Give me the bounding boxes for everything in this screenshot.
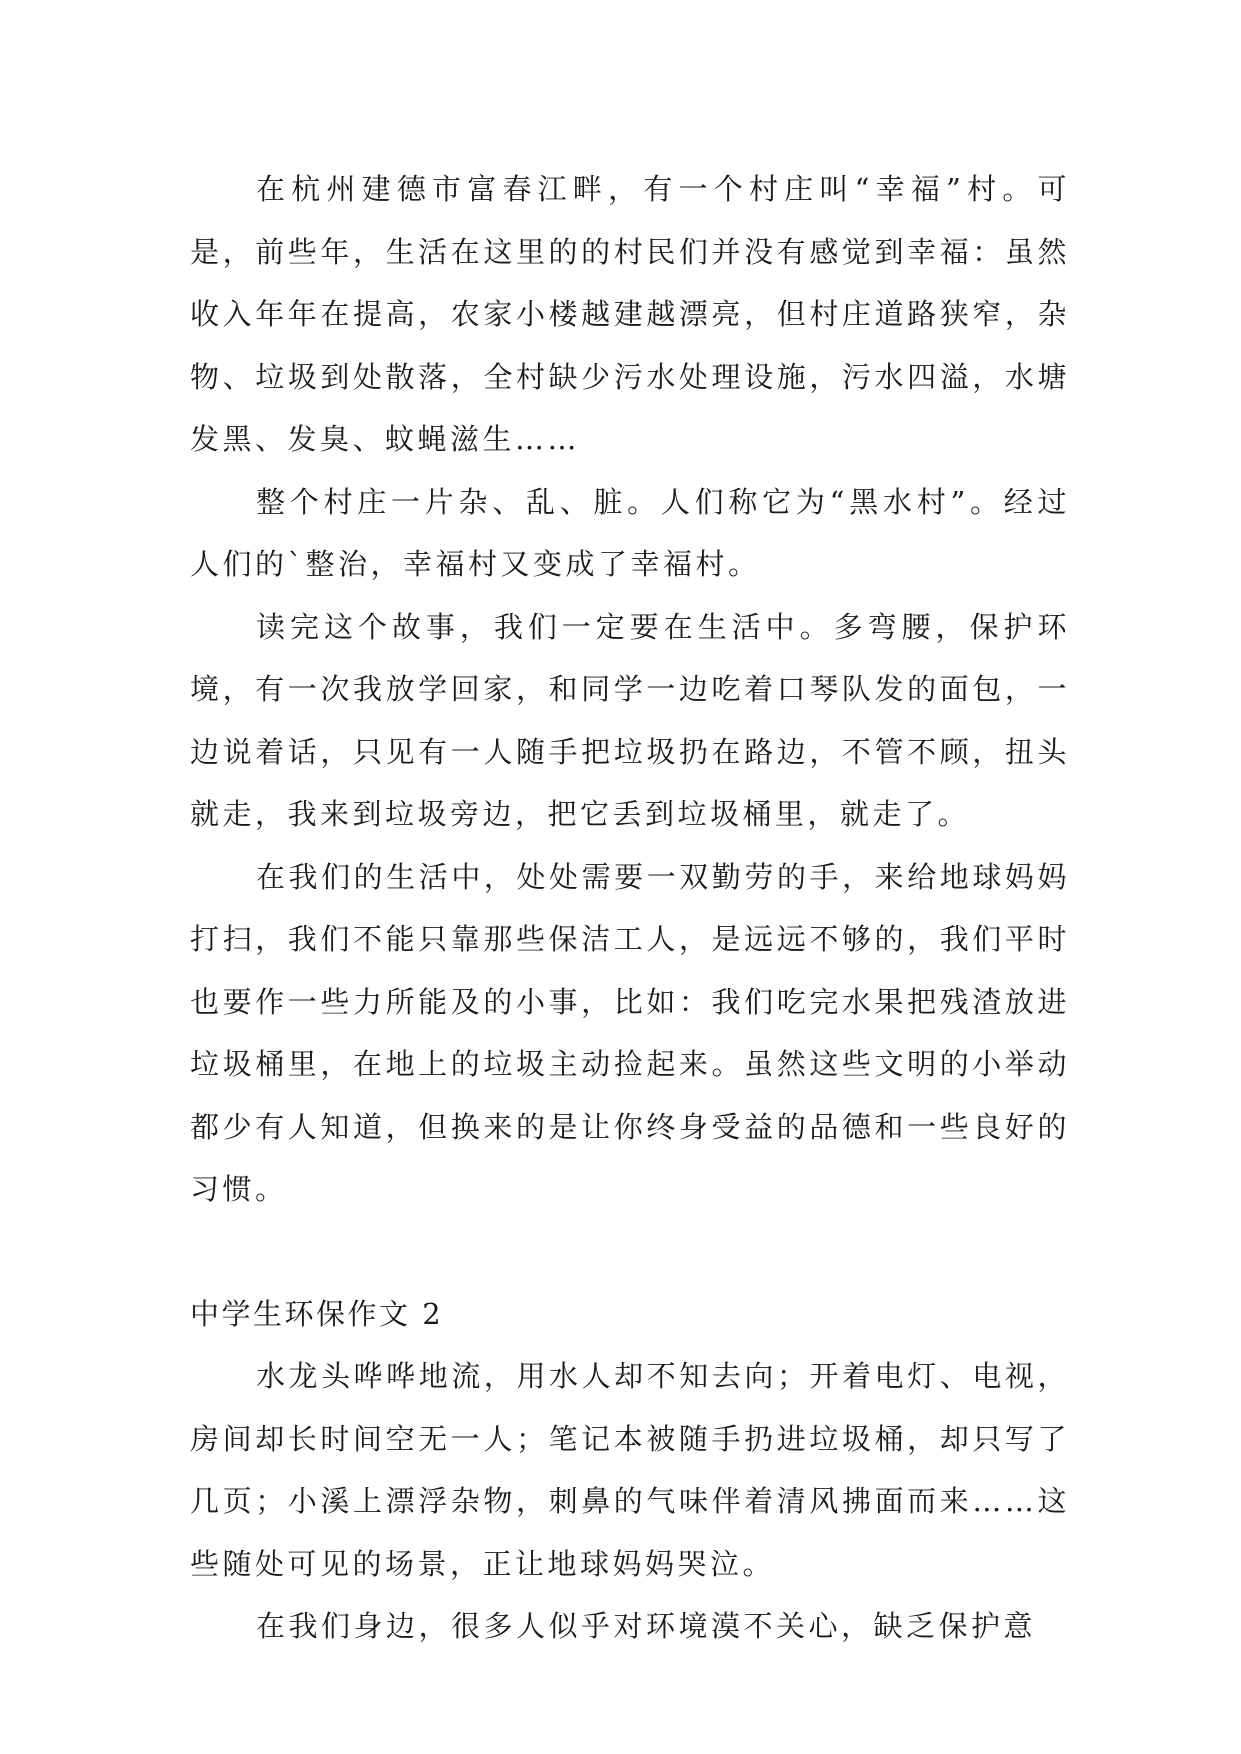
paragraph-indifference: 在我们身边，很多人似乎对环境漠不关心，缺乏保护意 [256, 1609, 1037, 1643]
document-body [190, 158, 1070, 1658]
section-heading: 中学生环保作文 2 [190, 1296, 444, 1331]
paragraph-wasteful-scenes: 水龙头哗哗地流，用水人却不知去向；开着电灯、电视，房间却长时间空无一人；笔记本被随手扔进垃圾桶，却只写了几页；小溪上漂浮杂物，刺鼻的气味伴着清风拂面而来……这些随处可见的场景，正让地球妈妈哭泣。 [190, 1359, 1070, 1581]
paragraph-after-reading: 读完这个故事，我们一定要在生活中。多弯腰，保护环境，有一次我放学回家，和同学一边吃着口琴队发的面包，一边说着话，只见有一人随手把垃圾扔在路边，不管不顾，扭头就走，我来到垃圾旁边，把它丢到垃圾桶里，就走了。 [190, 609, 1070, 831]
paragraph-village-story: 在杭州建德市富春江畔，有一个村庄叫“幸福”村。可是，前些年，生活在这里的的村民们并没有感觉到幸福：虽然收入年年在提高，农家小楼越建越漂亮，但村庄道路狭窄，杂物、垃圾到处散落，全村缺少污水处理设施，污水四溢，水塘发黑、发臭、蚊蝇滋生…… [190, 172, 1070, 456]
paragraph-diligent-hands: 在我们的生活中，处处需要一双勤劳的手，来给地球妈妈打扫，我们不能只靠那些保洁工人，是远远不够的，我们平时也要作一些力所能及的小事，比如：我们吃完水果把残渣放进垃圾桶里，在地上的垃圾主动捡起来。虽然这些文明的小举动都少有人知道，但换来的是让你终身受益的品德和一些良好的习惯。 [190, 859, 1070, 1206]
paragraph-black-water-village: 整个村庄一片杂、乱、脏。人们称它为“黑水村”。经过人们的`整治，幸福村又变成了幸福村。 [190, 484, 1070, 581]
